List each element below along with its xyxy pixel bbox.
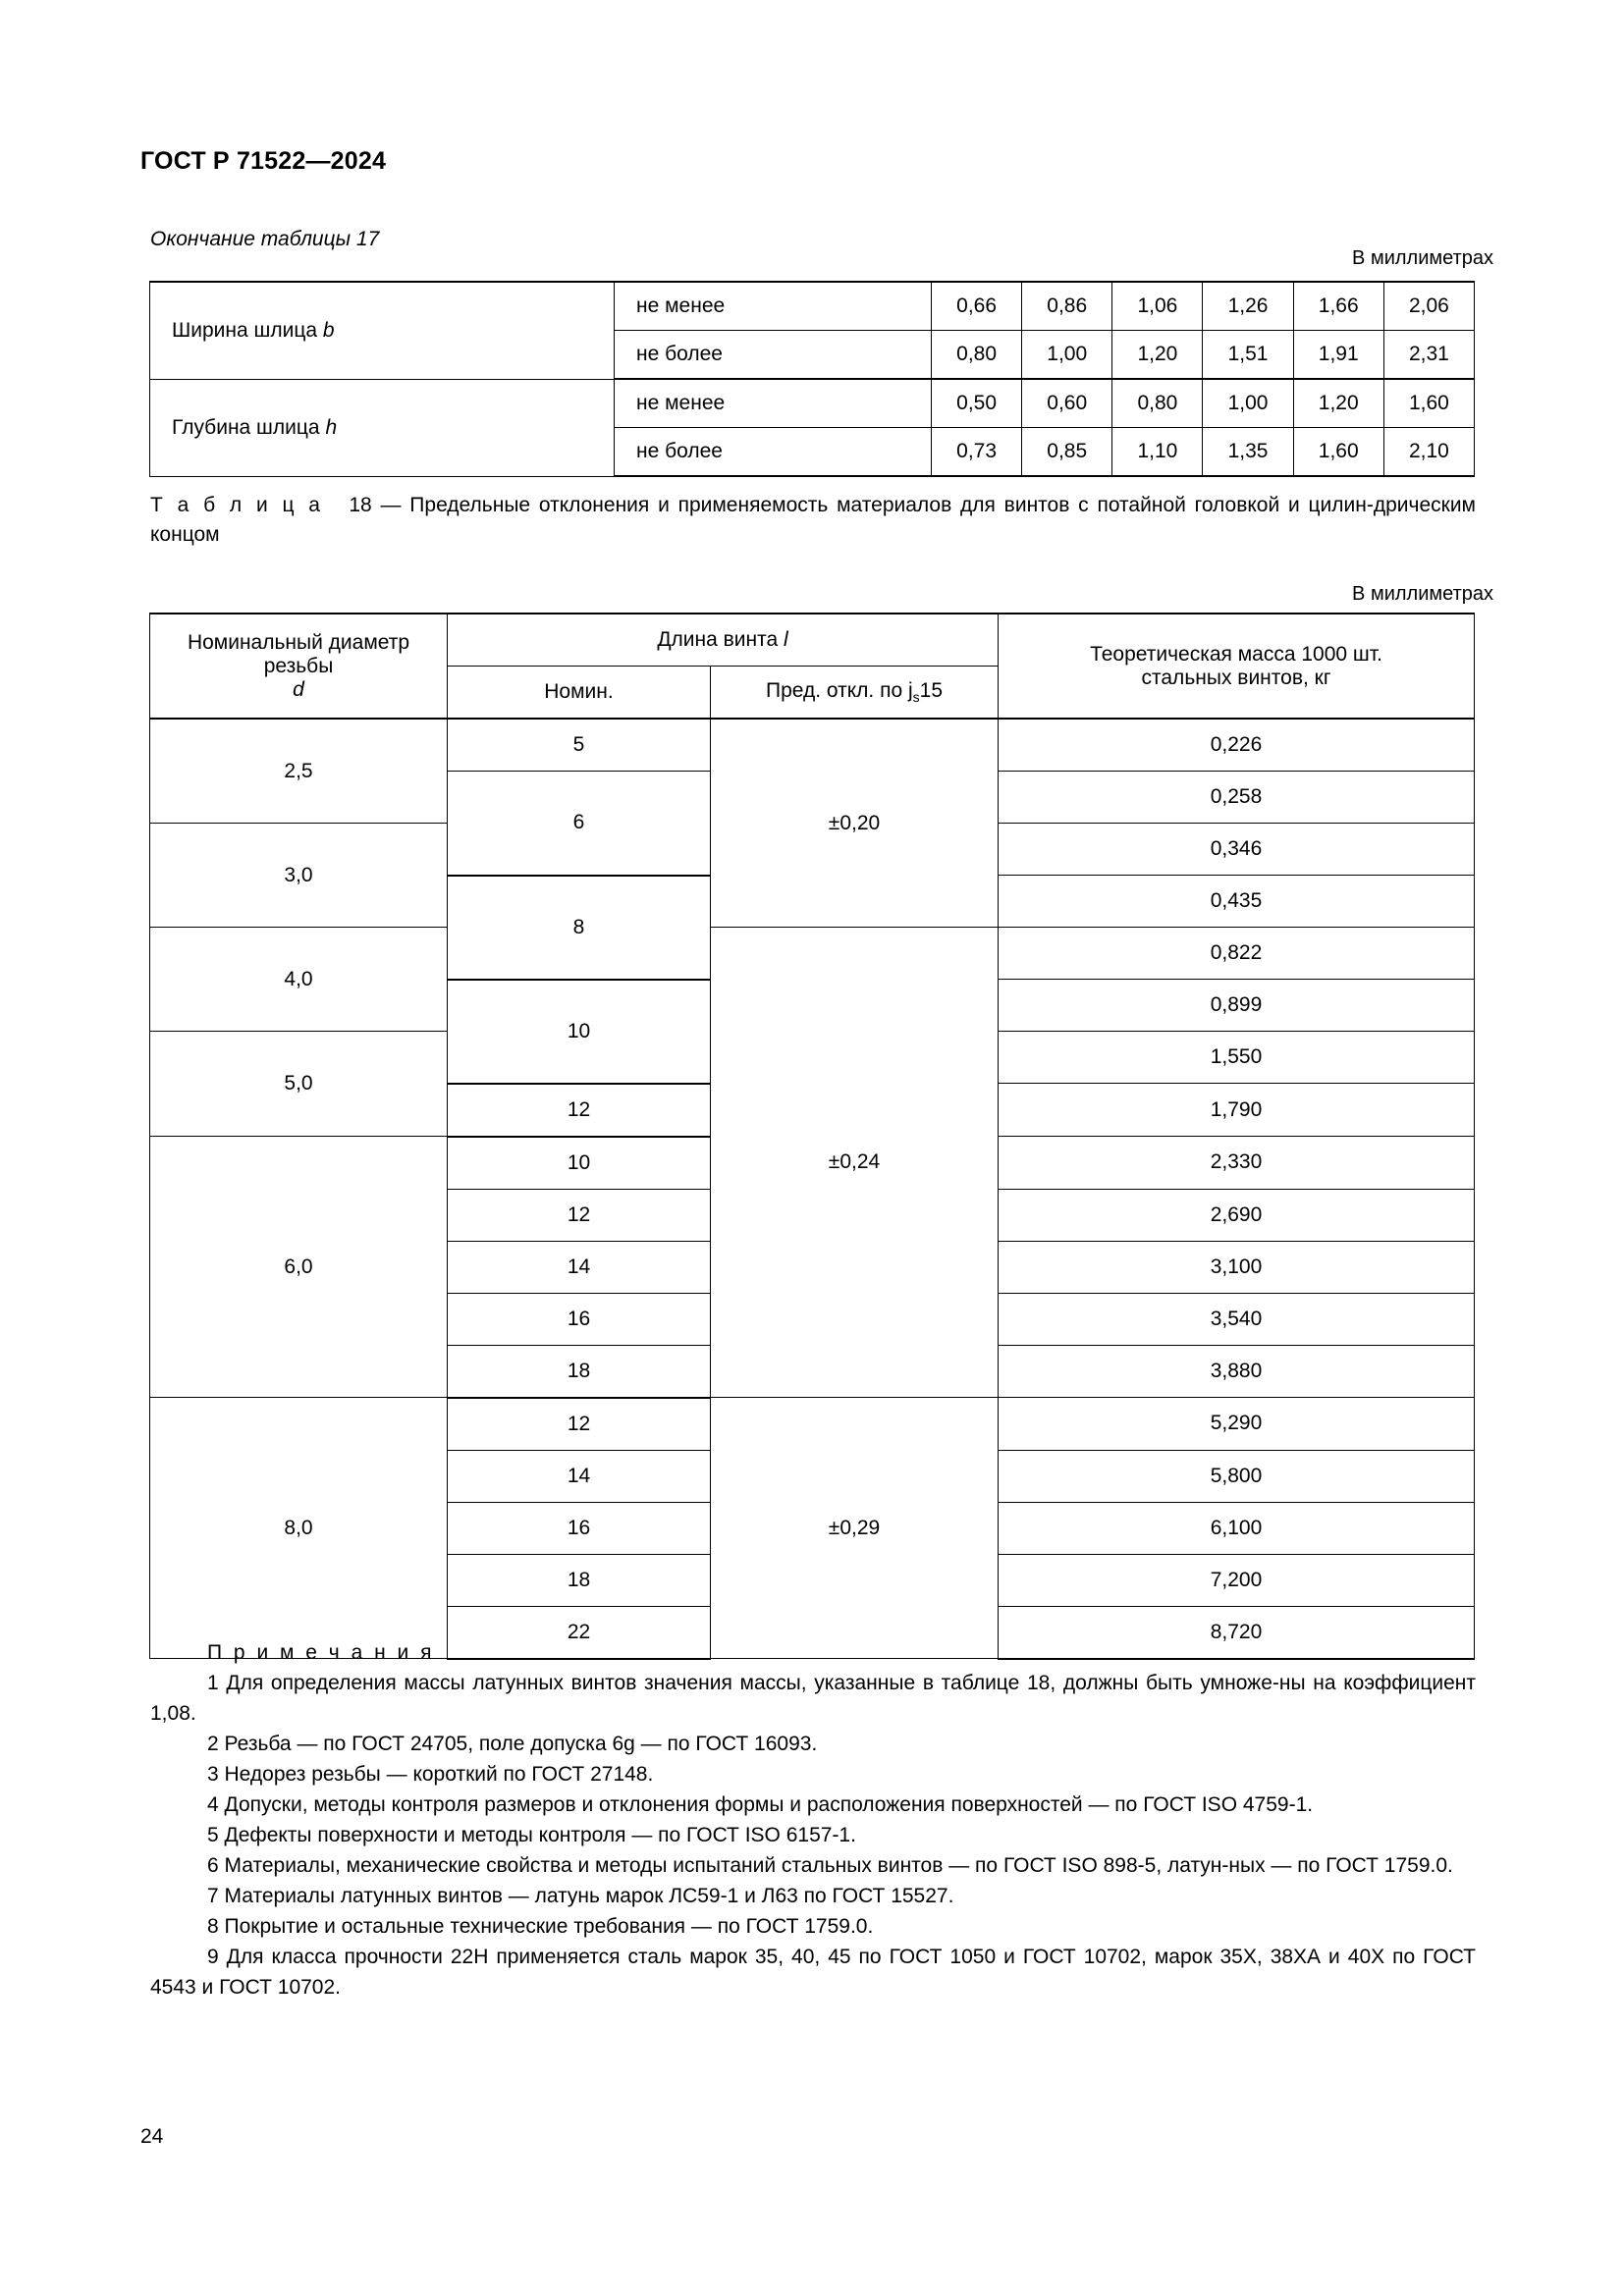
header-screw-length-prefix: Длина винта	[657, 628, 785, 651]
table18-mass-cell: 2,330	[999, 1137, 1475, 1190]
table17-value-cell: 0,80	[1112, 379, 1203, 428]
header-tolerance-sub: s	[912, 689, 920, 706]
table18-mass-cell: 5,800	[999, 1450, 1475, 1502]
table18-tolerance-cell: ±0,20	[711, 719, 999, 928]
table18-mass-cell: 5,290	[999, 1398, 1475, 1451]
table17-row-label	[150, 379, 615, 476]
table18-length-cell: 5	[448, 719, 711, 772]
header-nominal-diameter	[150, 614, 448, 719]
table17-condition-cell: не более	[615, 428, 932, 477]
header-theoretical-mass-line1: Теоретическая масса 1000 шт.	[1090, 642, 1382, 666]
header-theoretical-mass-line2: стальных винтов, кг	[1141, 666, 1331, 689]
table17-value-cell: 2,06	[1383, 282, 1474, 331]
table18-tolerance-cell: ±0,24	[711, 928, 999, 1398]
table18-caption-dash: —	[380, 494, 402, 516]
table18-length-cell: 12	[448, 1189, 711, 1241]
table17-row-label	[150, 282, 615, 379]
table17-continuation	[149, 281, 1475, 477]
note-item: 7 Материалы латунных винтов — латунь марок ЛС59-1 и Л63 по ГОСТ 15527.	[207, 1885, 954, 1907]
note-item: 5 Дефекты поверхности и методы контроля — по ГОСТ ISO 6157-1.	[207, 1824, 856, 1846]
header-tolerance-suffix: 15	[919, 678, 943, 702]
table17-value-cell: 1,35	[1203, 428, 1293, 477]
note-item: 8 Покрытие и остальные технические требования — по ГОСТ 1759.0.	[207, 1915, 874, 1938]
table18-caption-text: Предельные отклонения и применяемость материалов для винтов с потайной головкой и цилин-дрическим концом	[150, 494, 1476, 546]
note-item: 3 Недорез резьбы — короткий по ГОСТ 27148.	[207, 1763, 654, 1786]
table17-row-label-symbol: h	[325, 415, 338, 439]
note-item: 4 Допуски, методы контроля размеров и отклонения формы и расположения поверхностей — по ГОСТ ISO 4759-1.	[207, 1793, 1314, 1816]
note-item: 1 Для определения массы латунных винтов значения массы, указанные в таблице 18, должны быть умноже-ны на коэффициент 1,08.	[150, 1672, 1476, 1725]
table18-units-note: В миллиметрах	[1352, 583, 1493, 605]
table18-mass-cell: 0,899	[999, 980, 1475, 1032]
table18-length-cell: 10	[448, 980, 711, 1084]
table18-mass-cell: 0,226	[999, 719, 1475, 772]
notes-title: П р и м е ч а н и я	[207, 1641, 435, 1664]
table17-value-cell: 1,91	[1293, 331, 1383, 380]
table17-value-cell: 0,50	[932, 379, 1022, 428]
notes-section	[150, 1637, 1476, 2002]
table18-diameter-cell: 4,0	[150, 928, 448, 1032]
note-item: 6 Материалы, механические свойства и методы испытаний стальных винтов — по ГОСТ ISO 898-5, латун-ных — по ГОСТ 1759.0.	[207, 1854, 1453, 1877]
table18-length-cell: 18	[448, 1345, 711, 1398]
table18-length-cell: 16	[448, 1502, 711, 1554]
table18-length-cell: 16	[448, 1293, 711, 1345]
table17-value-cell: 0,80	[932, 331, 1022, 380]
table17-value-cell: 1,00	[1203, 379, 1293, 428]
table18-mass-cell: 7,200	[999, 1554, 1475, 1606]
table18-length-cell: 22	[448, 1606, 711, 1659]
table18-mass-cell: 0,435	[999, 876, 1475, 928]
table-row	[150, 282, 1475, 331]
table17-value-cell: 0,60	[1022, 379, 1112, 428]
table18-length-cell: 14	[448, 1241, 711, 1293]
header-nominal-diameter-line1: Номинальный диаметр резьбы	[187, 630, 410, 677]
table18-mass-cell: 0,346	[999, 824, 1475, 876]
table17-caption: Окончание таблицы 17	[150, 228, 380, 250]
table18-mass-cell: 1,550	[999, 1032, 1475, 1084]
table18-mass-cell: 6,100	[999, 1502, 1475, 1554]
table17-value-cell: 1,00	[1022, 331, 1112, 380]
table18-mass-cell: 0,822	[999, 928, 1475, 980]
table17-value-cell: 2,10	[1383, 428, 1474, 477]
table18-length-cell: 10	[448, 1137, 711, 1190]
table18-diameter-cell: 3,0	[150, 824, 448, 928]
header-tolerance-prefix: Пред. откл. по j	[765, 678, 913, 702]
header-nominal-diameter-symbol: d	[293, 677, 304, 701]
table17-value-cell: 1,66	[1293, 282, 1383, 331]
table-row	[150, 928, 1475, 980]
table18-mass-cell: 3,540	[999, 1293, 1475, 1345]
table18-length-cell: 6	[448, 772, 711, 876]
table17-value-cell: 1,20	[1293, 379, 1383, 428]
table17-value-cell: 1,06	[1112, 282, 1203, 331]
table17-value-cell: 0,86	[1022, 282, 1112, 331]
table18-header	[150, 614, 1475, 719]
table18-mass-cell: 3,880	[999, 1345, 1475, 1398]
table17-value-cell: 0,66	[932, 282, 1022, 331]
table17-value-cell: 0,73	[932, 428, 1022, 477]
table18-length-cell: 8	[448, 876, 711, 980]
table-row	[150, 1398, 1475, 1451]
table17-value-cell: 1,26	[1203, 282, 1293, 331]
table17-value-cell: 2,31	[1383, 331, 1474, 380]
table18-length-cell: 14	[448, 1450, 711, 1502]
table18-length-cell: 12	[448, 1084, 711, 1137]
note-item: 2 Резьба — по ГОСТ 24705, поле допуска 6g — по ГОСТ 16093.	[207, 1733, 818, 1755]
table18-tolerance-cell: ±0,29	[711, 1398, 999, 1659]
table18-caption	[150, 491, 1476, 550]
table18-tolerances-and-masses	[149, 613, 1475, 1660]
table18-mass-cell: 3,100	[999, 1241, 1475, 1293]
table17-row-label-symbol: b	[322, 318, 335, 342]
table17-condition-cell: не более	[615, 331, 932, 380]
table17-value-cell: 1,51	[1203, 331, 1293, 380]
table18-mass-cell: 2,690	[999, 1189, 1475, 1241]
table18-length-cell: 18	[448, 1554, 711, 1606]
header-theoretical-mass	[999, 614, 1475, 719]
table-row	[150, 379, 1475, 428]
table17-condition-cell: не менее	[615, 282, 932, 331]
table18-caption-label: Т а б л и ц а	[150, 494, 323, 516]
table17-value-cell: 1,60	[1293, 428, 1383, 477]
table-row	[150, 719, 1475, 772]
table17-value-cell: 1,20	[1112, 331, 1203, 380]
header-tolerance	[711, 667, 999, 720]
table18-diameter-cell: 8,0	[150, 1398, 448, 1659]
table17-row-label-text: Ширина шлица	[172, 318, 323, 342]
table18-length-cell: 12	[448, 1398, 711, 1451]
note-item: 9 Для класса прочности 22Н применяется сталь марок 35, 40, 45 по ГОСТ 1050 и ГОСТ 10702, марок 35Х, 38ХА и 40Х по ГОСТ 4543 и ГОСТ 10702.	[150, 1946, 1476, 1999]
header-screw-length	[448, 614, 999, 667]
table18-diameter-cell: 2,5	[150, 719, 448, 824]
page-number: 24	[140, 2125, 164, 2148]
table18-caption-number: 18	[349, 494, 372, 516]
table17-units-note: В миллиметрах	[1352, 247, 1493, 269]
table17-value-cell: 1,60	[1383, 379, 1474, 428]
table17-condition-cell: не менее	[615, 379, 932, 428]
table17-value-cell: 1,10	[1112, 428, 1203, 477]
table18-mass-cell: 0,258	[999, 772, 1475, 824]
header-screw-length-symbol: l	[784, 628, 788, 651]
table17-value-cell: 0,85	[1022, 428, 1112, 477]
table18-mass-cell: 8,720	[999, 1606, 1475, 1659]
table18-diameter-cell: 5,0	[150, 1032, 448, 1137]
table18-header-row-1	[150, 614, 1475, 667]
table17-row-label-text: Глубина шлица	[172, 415, 326, 439]
standard-number-header: ГОСТ Р 71522—2024	[140, 147, 387, 175]
table18-body	[150, 719, 1475, 1659]
header-nominal: Номин.	[448, 667, 711, 720]
table18-mass-cell: 1,790	[999, 1084, 1475, 1137]
table18-diameter-cell: 6,0	[150, 1137, 448, 1398]
